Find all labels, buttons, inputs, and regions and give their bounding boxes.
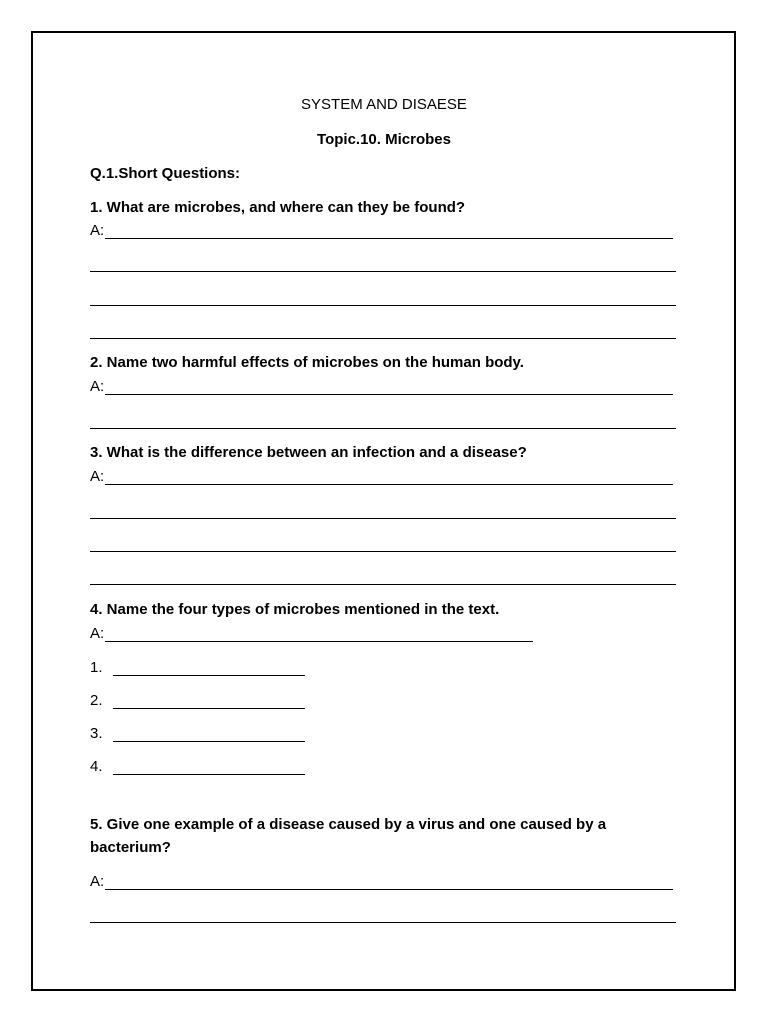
question-1: 1. What are microbes, and where can they be found? bbox=[90, 199, 466, 216]
answer-1-prefix: A: bbox=[90, 222, 105, 239]
answer-1-line-1[interactable] bbox=[105, 238, 673, 239]
list-item-3-line[interactable] bbox=[113, 741, 305, 742]
answer-1-line-4[interactable] bbox=[90, 338, 676, 339]
answer-1-line-2[interactable] bbox=[90, 271, 676, 272]
worksheet-title: SYSTEM AND DISAESE bbox=[301, 96, 467, 113]
answer-5-line-2[interactable] bbox=[90, 922, 676, 923]
question-2: 2. Name two harmful effects of microbes on the human body. bbox=[90, 354, 524, 371]
question-4: 4. Name the four types of microbes mentioned in the text. bbox=[90, 601, 500, 618]
answer-3-line-2[interactable] bbox=[90, 518, 676, 519]
list-item-1-number: 1. bbox=[90, 659, 103, 676]
answer-3-line-1[interactable] bbox=[105, 484, 673, 485]
answer-5-line-1[interactable] bbox=[105, 889, 673, 890]
answer-3-prefix: A: bbox=[90, 468, 105, 485]
answer-4-prefix: A: bbox=[90, 625, 105, 642]
answer-4-line[interactable] bbox=[105, 641, 533, 642]
list-item-4-number: 4. bbox=[90, 758, 103, 775]
answer-2-line-2[interactable] bbox=[90, 428, 676, 429]
list-item-4-line[interactable] bbox=[113, 774, 305, 775]
section-heading: Q.1.Short Questions: bbox=[90, 165, 241, 182]
answer-1-line-3[interactable] bbox=[90, 305, 676, 306]
answer-3-line-4[interactable] bbox=[90, 584, 676, 585]
worksheet-topic: Topic.10. Microbes bbox=[317, 131, 451, 148]
answer-3-line-3[interactable] bbox=[90, 551, 676, 552]
answer-2-prefix: A: bbox=[90, 378, 105, 395]
answer-5-prefix: A: bbox=[90, 873, 105, 890]
list-item-1-line[interactable] bbox=[113, 675, 305, 676]
question-5-line-2: bacterium? bbox=[90, 839, 171, 856]
list-item-3-number: 3. bbox=[90, 725, 103, 742]
question-3: 3. What is the difference between an infection and a disease? bbox=[90, 444, 527, 461]
answer-2-line-1[interactable] bbox=[105, 394, 673, 395]
list-item-2-line[interactable] bbox=[113, 708, 305, 709]
list-item-2-number: 2. bbox=[90, 692, 103, 709]
question-5-line-1: 5. Give one example of a disease caused by a virus and one caused by a bbox=[90, 816, 607, 833]
